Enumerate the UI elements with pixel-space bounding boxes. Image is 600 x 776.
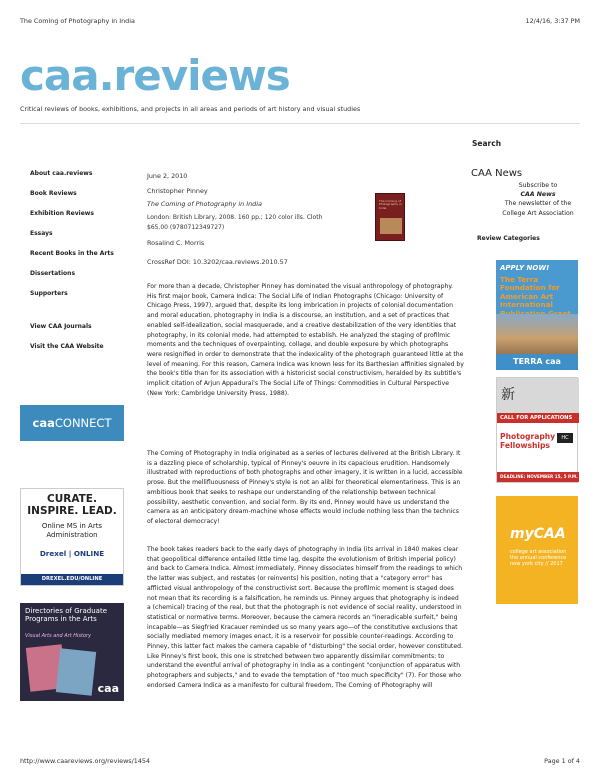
terra-apply: APPLY NOW! [500, 264, 550, 272]
book-publisher: London: British Library, 2008. 160 pp.; 120 color ills. Cloth [147, 214, 323, 221]
print-header-title: The Coming of Photography in India [20, 17, 135, 25]
review-categories-heading[interactable]: Review Categories [477, 235, 540, 242]
paragraph-text: The book takes readers back to the early days of photography in India (its arrival in 1840 makes clear that geopolitical difference entailed little time lag, despite the evolutionism of British imperial policy) and back to Camera Indica. Almost immediately, Pinney dissociates himself from the readings to which the latter was subject, and restates (or reinvents) his position, noting that a "category error" has afflicted visual anthropology of the constructivist sort. Because the profilmic moment is staged does not mean that its recording is a falsification, he reminds us. Pinney argues that photography is indeed a (chemical) tracing of the real, but that the photograph is not evidence of social reality, understood in statistical or normative terms. Moreover, because the camera records an "ineradicable surfeit," being incapable—as Siegfried Kracauer reminded us so many years ago—of the constitutive exclusions that socially mediated memory images enact, it is a reservoir for possible counter-readings. According to Pinney, this latter fact makes the camera capable of "disturbing" the social order, however constituted. Like Pinney's first book, this one is stretched between two apparently dissimilar commitments: to understand the eventful arrival of photography in India as a contingent "conjunction of apparatus with photographers and subjects," and to evade the temptation of "too much specificity" (7). For those who endorsed Camera Indica as a manifesto for cultural freedom, The Coming of Photography will [147, 546, 463, 689]
review-paragraph-3 [147, 545, 464, 691]
site-logo[interactable]: caa.reviews [20, 51, 290, 100]
dir-caa-logo: caa [97, 682, 119, 695]
drexel-ad[interactable] [20, 488, 124, 586]
caa-news-heading: CAA News [471, 168, 523, 179]
nav-supporters[interactable]: Supporters [30, 290, 68, 297]
dir-book-cover-2 [56, 648, 96, 696]
book-price: $65.00 (9780712349727) [147, 224, 225, 231]
search-link[interactable]: Search [472, 139, 502, 148]
doi-link[interactable]: CrossRef DOI: 10.3202/caa.reviews.2010.57 [147, 258, 288, 266]
hrc-image: 新 [497, 378, 579, 413]
book-cover-title: The Coming of Photography in India [379, 199, 402, 210]
hrc-fellowship-ad[interactable] [496, 377, 578, 489]
drexel-headline: CURATE. INSPIRE. LEAD. [27, 493, 117, 517]
paragraph-text: For more than a decade, Christopher Pinney has dominated the visual anthropology of photography. His first major book, Camera Indica: The Social Life of Indian Photographs (Chicago: University of Chicago Press, 1997), argued that, despite its long imbrication in projects of colonial documentation and moral education, photography in India is a discourse, an institution, and a set of practices that enabled self-idealization, social masquerade, and a creative destabilization of the very identities that photography, in its colonial mode, had attempted to establish. He analyzed the staging of profilmic moments and the techniques of overpainting, collage, and double exposure by which photographs were resignified in order to demonstrate that the indexicality of the photograph guaranteed little at the level of meaning. For this reason, Camera Indica was known less for its Barthesian affinities signaled by the book's title than for its association with a historicist social constructivism, heralded by its subtitle's implicit citation of Arjun Appadurai's The Social Life of Things: Commodities in Cultural Perspective (New York: Cambridge University Press, 1988). [147, 283, 464, 397]
caa-connect-ad[interactable] [20, 405, 124, 441]
nav-exhibition-reviews[interactable]: Exhibition Reviews [30, 210, 94, 217]
nav-dissertations[interactable]: Dissertations [30, 270, 76, 277]
nav-caa-website[interactable]: Visit the CAA Website [30, 343, 104, 350]
terra-grant-ad[interactable] [496, 260, 578, 370]
print-footer-page: Page 1 of 4 [544, 757, 580, 765]
terra-text: The Terra Foundation for American Art International [500, 275, 560, 310]
book-cover [375, 193, 405, 241]
hrc-deadline: DEADLINE: NOVEMBER 15, 5 P.M. CST [497, 472, 579, 482]
site-tagline: Critical reviews of books, exhibitions, and projects in all areas and periods of art history and visual studies [20, 105, 361, 113]
newsletter-description: The newsletter of the College Art Association [502, 200, 574, 217]
reviewer-name: Rosalind C. Morris [147, 239, 205, 247]
review-date: June 2, 2010 [147, 172, 188, 180]
connect-bold: caa [32, 416, 55, 430]
paragraph-text: The Coming of Photography in India originated as a series of lectures delivered at the British Library. It is a dazzling piece of scholarship, typical of Pinney's oeuvre in its capacious erudition. Handsomely illustrated with reproductions of both photographs and other imagery, it is written in a lucid, accessible prose. But the mellifluousness of Pinney's style is not an alibi for theoretical elementariness. This is an ambitious book that seeks to reshape our understanding of the relationship between technical possibility, aesthetic convention, and social form. By its end, Pinney would have us understand the camera as an anticipatory dream-machine whose effects would include nothing less than the technics of electoral democracy! [147, 450, 463, 525]
review-author: Christopher Pinney [147, 187, 208, 195]
print-header-datetime: 12/4/16, 3:37 PM [525, 17, 580, 25]
hrc-logo: HC [557, 433, 573, 443]
nav-about[interactable]: About caa.reviews [30, 170, 93, 177]
drexel-subhead: Online MS in Arts Administration [41, 522, 103, 539]
mycaa-conference-ad[interactable] [496, 496, 578, 604]
print-footer-url: http://www.caareviews.org/reviews/1454 [20, 757, 151, 765]
dir-subtitle: Visual Arts and Art History [25, 633, 92, 639]
subscribe-text: Subscribe to [518, 182, 558, 189]
header-divider [20, 123, 580, 124]
caa-news-link[interactable]: CAA News [520, 191, 556, 198]
mycaa-logo: myCAA [510, 526, 566, 542]
terra-footer: TERRA caa [496, 354, 578, 370]
drexel-logo: Drexel | ONLINE [39, 549, 105, 558]
book-cover-image [380, 218, 402, 234]
graduate-directories-ad[interactable] [20, 603, 124, 701]
dir-title: Directories of Graduate Programs in the Arts [25, 607, 108, 624]
terra-landscape-image [496, 314, 578, 354]
review-paragraph-2 [147, 449, 464, 527]
nav-recent-books[interactable]: Recent Books in the Arts [30, 250, 114, 257]
hrc-call: CALL FOR APPLICATIONS [497, 413, 579, 423]
drexel-url: DREXEL.EDU/ONLINE [21, 574, 123, 585]
connect-rest: CONNECT [54, 416, 112, 430]
review-paragraph-1 [147, 282, 464, 398]
nav-caa-journals[interactable]: View CAA Journals [30, 323, 92, 330]
hrc-title: Photography Fellowships [500, 432, 556, 450]
nav-essays[interactable]: Essays [30, 230, 53, 237]
nav-book-reviews[interactable]: Book Reviews [30, 190, 77, 197]
mycaa-text: college art association the annual conference new york city // 2017 [510, 549, 567, 568]
book-title: The Coming of Photography in India [147, 200, 262, 208]
